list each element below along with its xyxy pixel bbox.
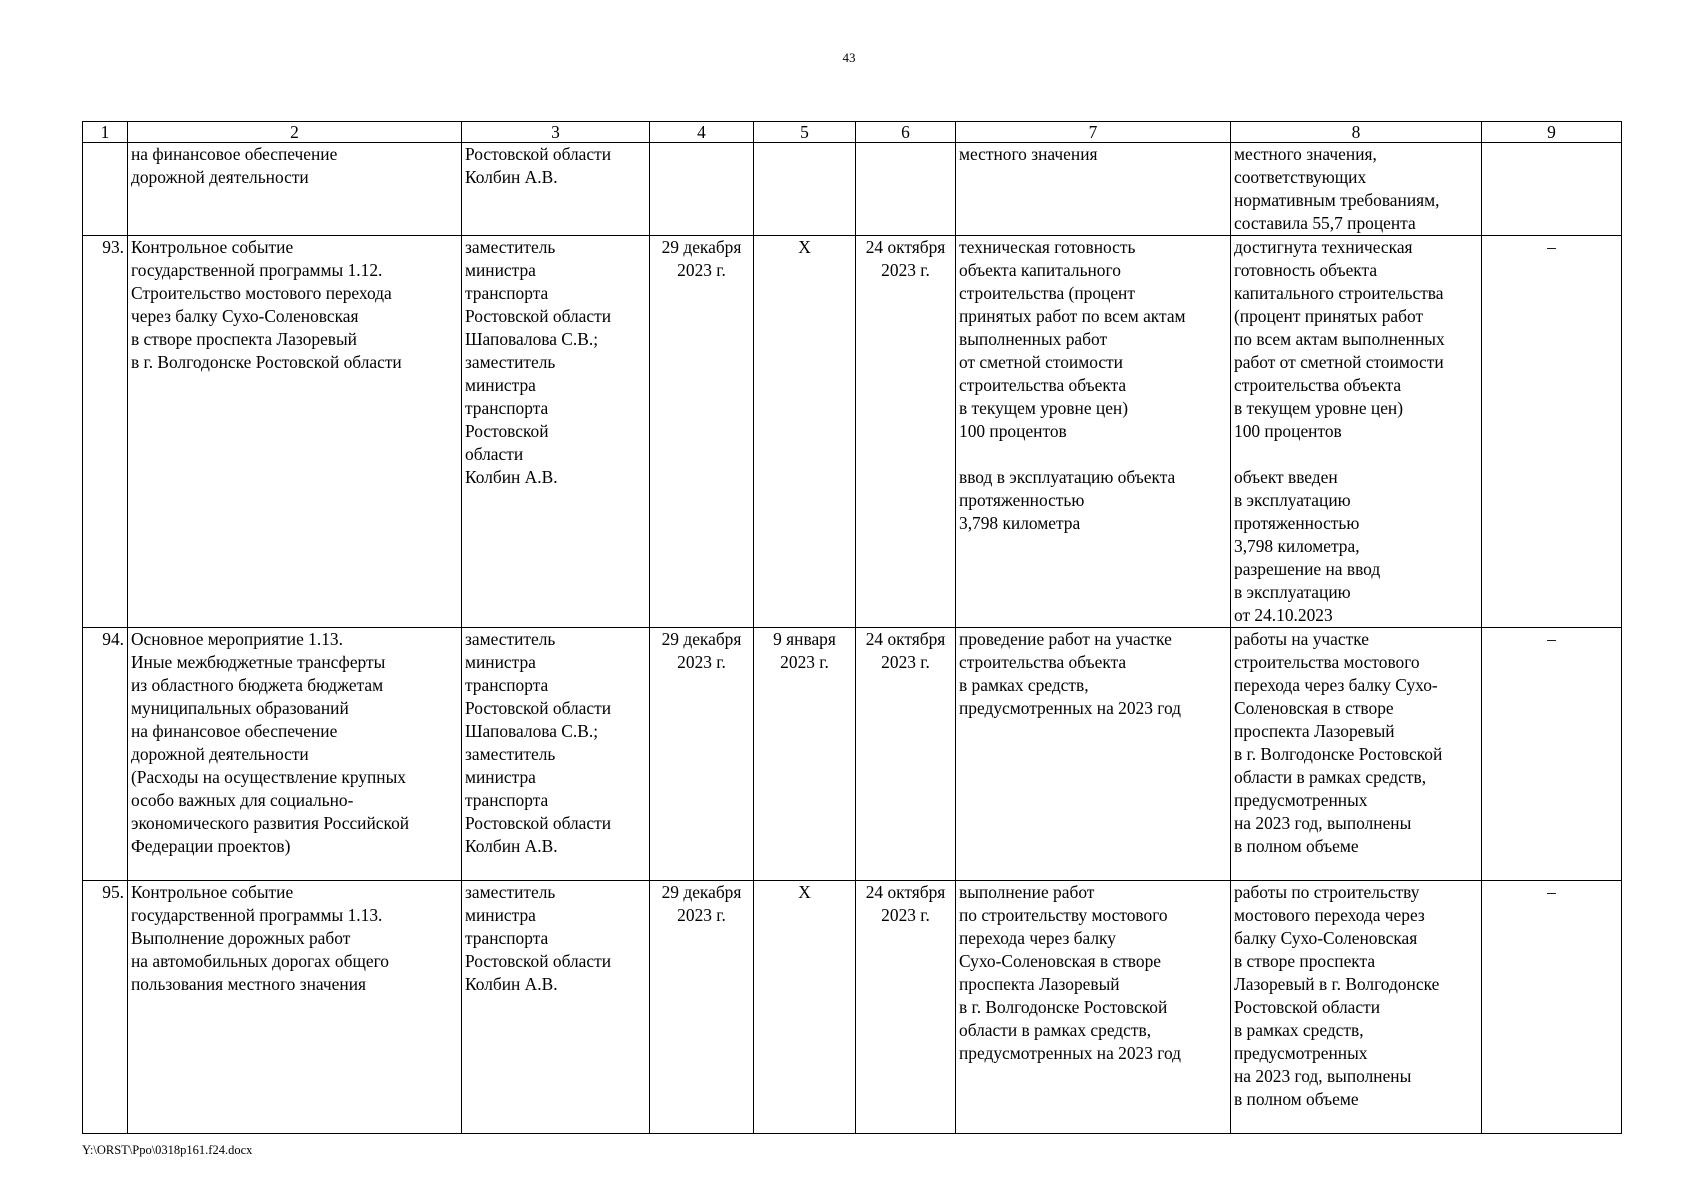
actual-end-date: 24 октября 2023 г. (856, 881, 956, 1134)
actual-end-date: 24 октября 2023 г. (856, 236, 956, 628)
problems (1482, 143, 1622, 236)
actual-start-date (754, 143, 856, 236)
table-row (83, 236, 1622, 628)
actual-start-date: Х (754, 236, 856, 628)
file-path-footer: Y:\ORST\Ppo\0318p161.f24.docx (82, 1143, 253, 1157)
row-number: 93. (83, 236, 128, 628)
table-row (83, 881, 1622, 1134)
actual-start-date: 9 января 2023 г. (754, 628, 856, 881)
responsible-person: заместитель министра транспорта Ростовской области Колбин А.В. (462, 881, 650, 1134)
responsible-person: заместитель министра транспорта Ростовской области Шаповалова С.В.; заместитель министра транспорта Ростовской области Колбин А.В. (462, 236, 650, 628)
planned-result: местного значения (956, 143, 1231, 236)
column-header: 2 (128, 122, 462, 143)
column-header: 6 (856, 122, 956, 143)
planned-result: техническая готовность объекта капитального строительства (процент принятых работ по всем актам выполненных работ от сметной стоимости строительства объекта в текущем уровне цен) 100 процентов ввод в эксплуатацию объекта протяженностью 3,798 километра (956, 236, 1231, 628)
event-name: Контрольное событие государственной программы 1.13. Выполнение дорожных работ на автомобильных дорогах общего пользования местного значения (128, 881, 462, 1134)
column-header: 9 (1482, 122, 1622, 143)
actual-end-date (856, 143, 956, 236)
column-header: 3 (462, 122, 650, 143)
problems: – (1482, 236, 1622, 628)
responsible-person: заместитель министра транспорта Ростовской области Шаповалова С.В.; заместитель министра транспорта Ростовской области Колбин А.В. (462, 628, 650, 881)
planned-end-date: 29 декабря 2023 г. (650, 628, 754, 881)
event-name: на финансовое обеспечение дорожной деятельности (128, 143, 462, 236)
actual-end-date: 24 октября 2023 г. (856, 628, 956, 881)
event-name: Контрольное событие государственной программы 1.12. Строительство мостового перехода через балку Сухо-Соленовская в створе проспекта Лазоревый в г. Волгодонске Ростовской области (128, 236, 462, 628)
column-header: 7 (956, 122, 1231, 143)
planned-result: проведение работ на участке строительства объекта в рамках средств, предусмотренных на 2023 год (956, 628, 1231, 881)
planned-end-date: 29 декабря 2023 г. (650, 236, 754, 628)
actual-result: местного значения, соответствующих нормативным требованиям, составила 55,7 процента (1231, 143, 1482, 236)
actual-result: достигнута техническая готовность объекта капитального строительства (процент принятых работ по всем актам выполненных работ от сметной стоимости строительства объекта в текущем уровне цен) 100 процентов объект введен в эксплуатацию протяженностью 3,798 километра, разрешение на ввод в эксплуатацию от 24.10.2023 (1231, 236, 1482, 628)
problems: – (1482, 881, 1622, 1134)
event-name: Основное мероприятие 1.13. Иные межбюджетные трансферты из областного бюджета бюджетам муниципальных образований на финансовое обеспечение дорожной деятельности (Расходы на осуществление крупных особо важных для социально- экономического развития Российской Федерации проектов) (128, 628, 462, 881)
responsible-person: Ростовской области Колбин А.В. (462, 143, 650, 236)
planned-end-date (650, 143, 754, 236)
column-header: 8 (1231, 122, 1482, 143)
column-numbers-row (83, 122, 1622, 143)
row-number: 95. (83, 881, 128, 1134)
problems: – (1482, 628, 1622, 881)
column-header: 1 (83, 122, 128, 143)
actual-result: работы по строительству мостового перехода через балку Сухо-Соленовская в створе проспекта Лазоревый в г. Волгодонске Ростовской области в рамках средств, предусмотренных на 2023 год, выполнены в полном объеме (1231, 881, 1482, 1134)
column-header: 5 (754, 122, 856, 143)
row-number: 94. (83, 628, 128, 881)
actual-result: работы на участке строительства мостового перехода через балку Сухо- Соленовская в створе проспекта Лазоревый в г. Волгодонске Ростовской области в рамках средств, предусмотренных на 2023 год, выполнены в полном объеме (1231, 628, 1482, 881)
program-events-table (82, 121, 1622, 1134)
planned-result: выполнение работ по строительству мостового перехода через балку Сухо-Соленовская в створе проспекта Лазоревый в г. Волгодонске Ростовской области в рамках средств, предусмотренных на 2023 год (956, 881, 1231, 1134)
page-number: 43 (842, 50, 856, 65)
planned-end-date: 29 декабря 2023 г. (650, 881, 754, 1134)
table-row-continuation (83, 143, 1622, 236)
table-row (83, 628, 1622, 881)
row-number (83, 143, 128, 236)
column-header: 4 (650, 122, 754, 143)
actual-start-date: Х (754, 881, 856, 1134)
